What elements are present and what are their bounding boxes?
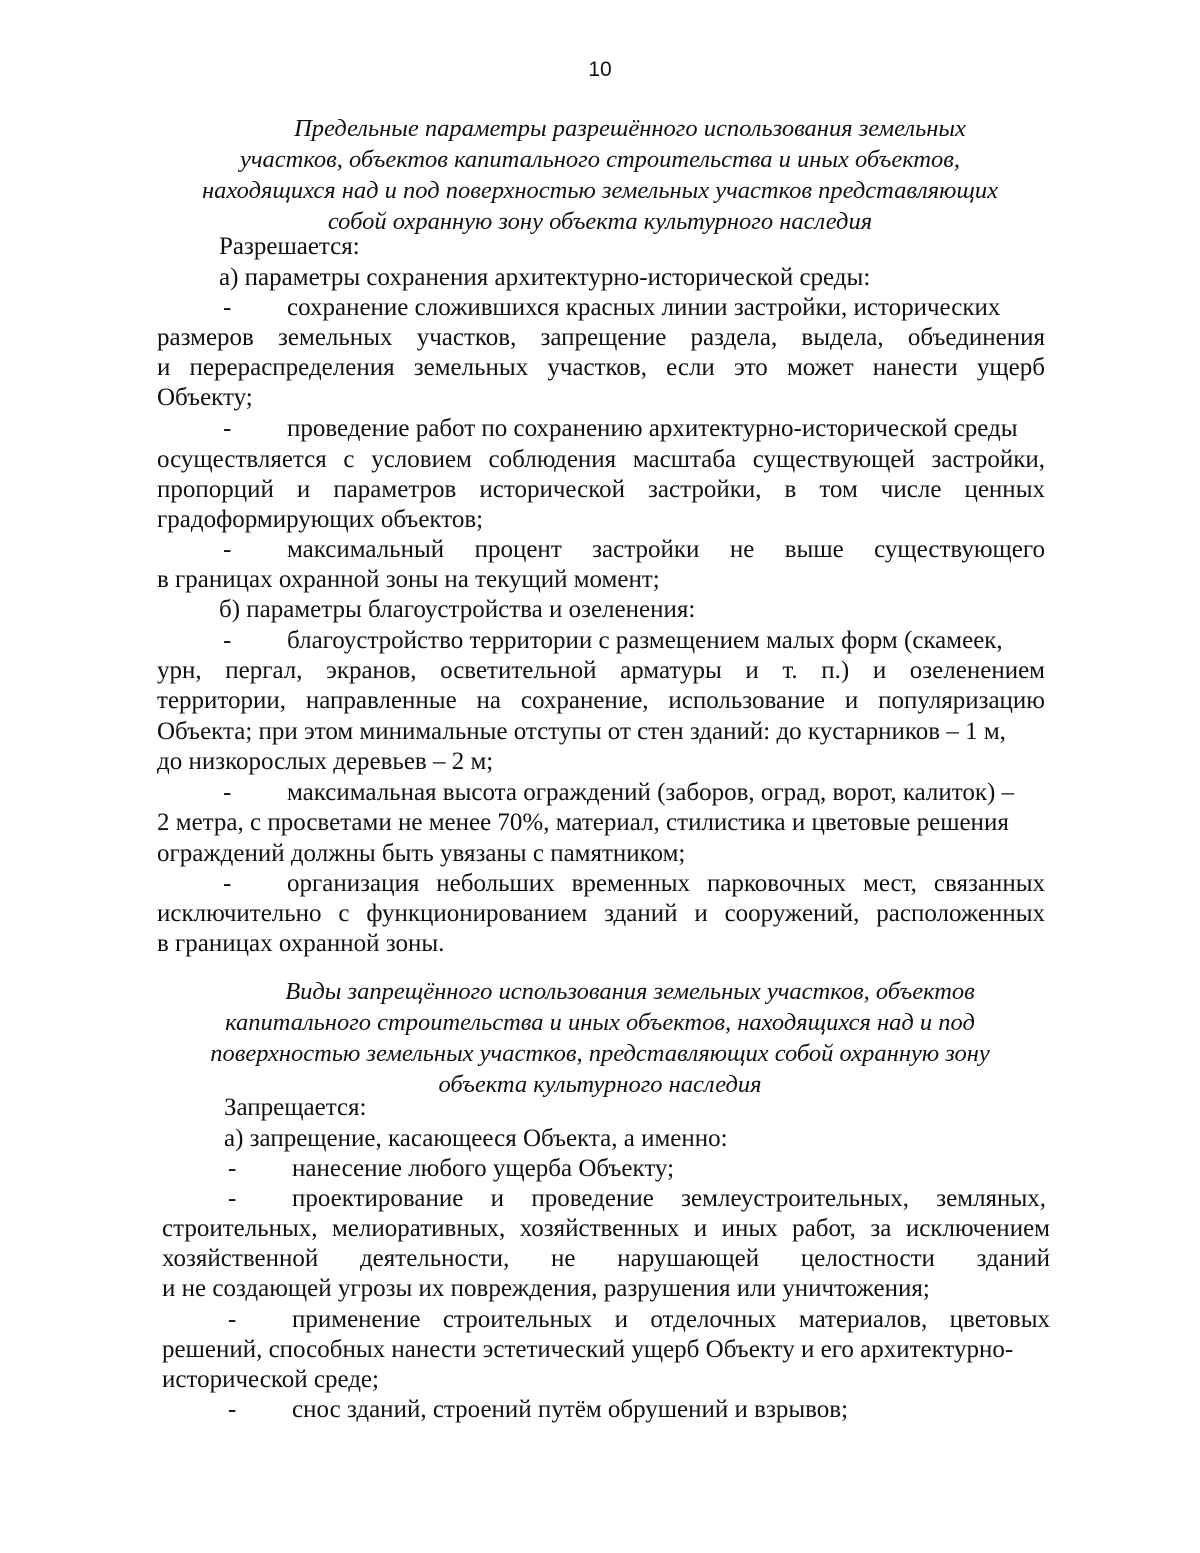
list-dash: - — [223, 870, 232, 897]
list-dash: - — [228, 1396, 237, 1423]
paragraph-line: до низкорослых деревьев – 2 м; — [157, 748, 494, 775]
paragraph-line: Объекту; — [157, 384, 253, 411]
subheading-a: а) параметры сохранения архитектурно-исторической среды: — [219, 264, 871, 291]
paragraph-line: снос зданий, строений путём обрушений и взрывов; — [292, 1396, 849, 1423]
paragraph-line: 2 метра, с просветами не менее 70%, материал, стилистика и цветовые решения — [157, 809, 1009, 836]
paragraph-line: размеров земельных участков, запрещение раздела, выдела, объединения — [157, 324, 1045, 351]
heading-line: поверхностью земельных участков, представляющих собой охранную зону — [210, 1040, 990, 1067]
paragraph-line: максимальная высота ограждений (заборов, оград, ворот, калиток) – — [287, 779, 1015, 806]
subheading-b: б) параметры благоустройства и озеленения: — [219, 596, 696, 623]
paragraph-line: организация небольших временных парковочных мест, связанных — [287, 870, 1045, 897]
list-dash: - — [228, 1155, 237, 1182]
paragraph-line: и не создающей угрозы их повреждения, разрушения или уничтожения; — [162, 1275, 930, 1302]
paragraph-line: благоустройство территории с размещением малых форм (скамеек, — [287, 627, 1003, 654]
paragraph-line: и перераспределения земельных участков, если это может нанести ущерб — [157, 354, 1045, 381]
heading-line: Предельные параметры разрешённого использования земельных — [294, 115, 966, 142]
paragraph-line: нанесение любого ущерба Объекту; — [292, 1155, 675, 1182]
paragraph-line: строительных, мелиоративных, хозяйственных и иных работ, за исключением — [162, 1215, 1050, 1242]
permitted-intro: Разрешается: — [219, 233, 360, 260]
paragraph-line: исторической среде; — [162, 1366, 379, 1393]
paragraph-line: пропорций и параметров исторической застройки, в том числе ценных — [157, 476, 1045, 503]
paragraph-line: в границах охранной зоны на текущий момент; — [157, 566, 660, 593]
section2-heading — [150, 976, 1050, 1100]
paragraph-line: урн, пергал, экранов, осветительной арматуры и т. п.) и озеленением — [157, 657, 1045, 684]
paragraph-line: ограждений должны быть увязаны с памятником; — [157, 840, 686, 867]
paragraph-line: территории, направленные на сохранение, использование и популяризацию — [157, 687, 1045, 714]
list-dash: - — [223, 627, 232, 654]
paragraph-line: проведение работ по сохранению архитектурно-исторической среды — [287, 415, 1018, 442]
heading-line: Виды запрещённого использования земельных участков, объектов — [285, 978, 975, 1005]
paragraph-line: максимальный процент застройки не выше существующего — [287, 536, 1045, 563]
paragraph-line: решений, способных нанести эстетический ущерб Объекту и его архитектурно- — [162, 1336, 1014, 1363]
heading-line: капитального строительства и иных объектов, находящихся над и под — [225, 1009, 975, 1036]
paragraph-line: Объекта; при этом минимальные отступы от стен зданий: до кустарников – 1 м, — [157, 718, 1006, 745]
list-dash: - — [223, 779, 232, 806]
page-number: 10 — [588, 58, 612, 81]
list-dash: - — [228, 1185, 237, 1212]
paragraph-line: хозяйственной деятельности, не нарушающей целостности зданий — [162, 1245, 1050, 1272]
heading-line: находящихся над и под поверхностью земельных участков представляющих — [201, 177, 999, 204]
list-dash: - — [223, 536, 232, 563]
heading-line: объекта культурного наследия — [438, 1071, 762, 1098]
section1-heading — [150, 113, 1050, 237]
paragraph-line: применение строительных и отделочных материалов, цветовых — [292, 1306, 1050, 1333]
paragraph-line: проектирование и проведение землеустроительных, земляных, — [292, 1185, 1046, 1212]
paragraph-line: сохранение сложившихся красных линии застройки, исторических — [287, 294, 1001, 321]
paragraph-line: в границах охранной зоны. — [157, 930, 445, 957]
prohibited-intro: Запрещается: — [224, 1094, 367, 1121]
paragraph-line: исключительно с функционированием зданий и сооружений, расположенных — [157, 900, 1045, 927]
list-dash: - — [223, 294, 232, 321]
paragraph-line: градоформирующих объектов; — [157, 506, 484, 533]
list-dash: - — [223, 415, 232, 442]
subheading-a: а) запрещение, касающееся Объекта, а именно: — [224, 1125, 728, 1152]
list-dash: - — [228, 1306, 237, 1333]
paragraph-line: осуществляется с условием соблюдения масштаба существующей застройки, — [157, 446, 1045, 473]
heading-line: собой охранную зону объекта культурного наследия — [327, 208, 873, 235]
heading-line: участков, объектов капитального строительства и иных объектов, — [239, 146, 961, 173]
